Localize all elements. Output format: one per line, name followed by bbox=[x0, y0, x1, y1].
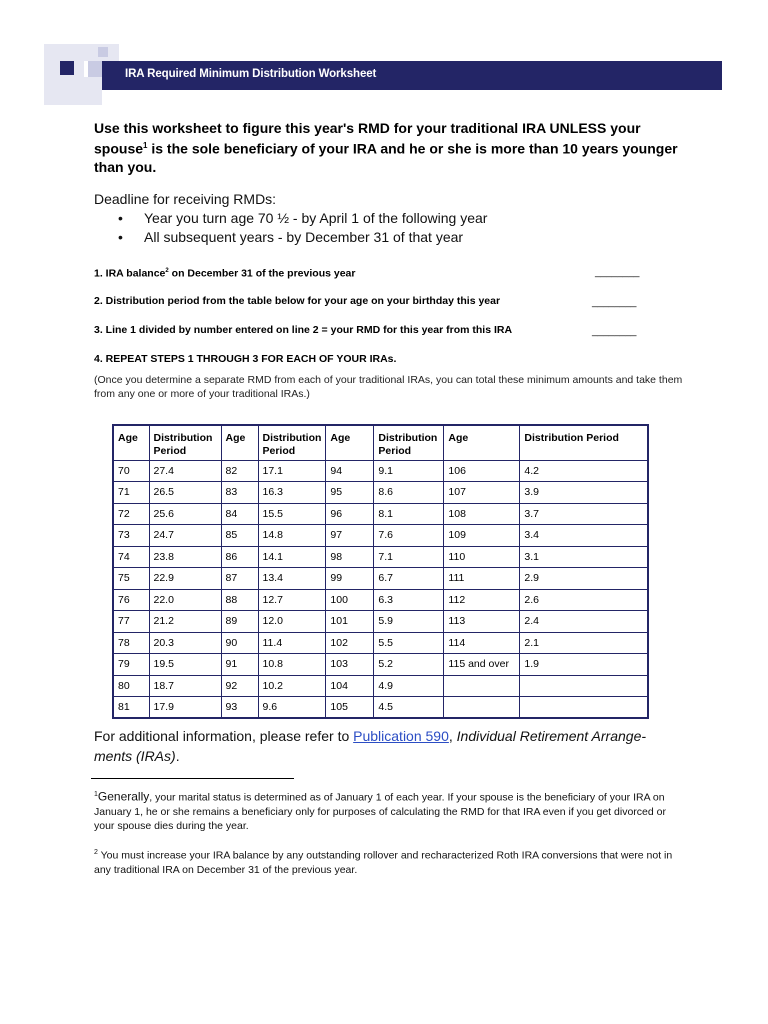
distribution-period-cell: 8.6 bbox=[374, 482, 444, 504]
distribution-period-cell: 12.7 bbox=[258, 589, 326, 611]
table-row bbox=[113, 697, 648, 719]
intro-text-2: is the sole beneficiary of your IRA and he or she is more than 10 years younger than you. bbox=[94, 140, 678, 175]
distribution-period-cell: 26.5 bbox=[149, 482, 221, 504]
column-header: Distribution Period bbox=[149, 425, 221, 460]
deadline-item: • Year you turn age 70 ½ - by April 1 of the following year bbox=[118, 210, 488, 226]
header-decor-square bbox=[60, 61, 74, 75]
distribution-period-cell: 22.9 bbox=[149, 568, 221, 590]
distribution-period-cell: 21.2 bbox=[149, 611, 221, 633]
age-cell: 71 bbox=[113, 482, 149, 504]
age-cell: 94 bbox=[326, 460, 374, 482]
age-cell: 108 bbox=[444, 503, 520, 525]
age-cell: 75 bbox=[113, 568, 149, 590]
distribution-period-cell: 9.1 bbox=[374, 460, 444, 482]
distribution-period-cell: 19.5 bbox=[149, 654, 221, 676]
header-decor-square bbox=[84, 77, 102, 105]
age-cell: 107 bbox=[444, 482, 520, 504]
age-cell: 106 bbox=[444, 460, 520, 482]
distribution-period-cell: 3.9 bbox=[520, 482, 648, 504]
distribution-period-cell: 17.9 bbox=[149, 697, 221, 719]
distribution-period-cell: 23.8 bbox=[149, 546, 221, 568]
distribution-period-cell: 2.6 bbox=[520, 589, 648, 611]
table-row bbox=[113, 568, 648, 590]
header-decor-square bbox=[98, 47, 108, 57]
age-cell: 78 bbox=[113, 632, 149, 654]
step-1-blank[interactable]: ________ bbox=[595, 267, 640, 278]
table-row bbox=[113, 589, 648, 611]
age-cell: 112 bbox=[444, 589, 520, 611]
distribution-period-cell: 27.4 bbox=[149, 460, 221, 482]
age-cell: 111 bbox=[444, 568, 520, 590]
step-3: 3. Line 1 divided by number entered on line 2 = your RMD for this year from this IRA bbox=[94, 324, 513, 336]
footnote-ref-2: 2 bbox=[165, 268, 169, 274]
age-cell: 99 bbox=[326, 568, 374, 590]
distribution-period-cell bbox=[520, 675, 648, 697]
bullet-icon: • bbox=[118, 210, 123, 226]
footnote-divider bbox=[91, 778, 294, 779]
distribution-period-cell: 10.2 bbox=[258, 675, 326, 697]
age-cell: 104 bbox=[326, 675, 374, 697]
column-header: Age bbox=[221, 425, 258, 460]
column-header: Distribution Period bbox=[374, 425, 444, 460]
distribution-period-cell: 6.3 bbox=[374, 589, 444, 611]
distribution-period-cell: 5.2 bbox=[374, 654, 444, 676]
age-cell: 87 bbox=[221, 568, 258, 590]
age-cell: 82 bbox=[221, 460, 258, 482]
distribution-period-cell: 11.4 bbox=[258, 632, 326, 654]
deadline-heading: Deadline for receiving RMDs: bbox=[94, 191, 277, 207]
distribution-period-cell: 22.0 bbox=[149, 589, 221, 611]
age-cell: 96 bbox=[326, 503, 374, 525]
step-4-note: (Once you determine a separate RMD from each of your traditional IRAs, you can total these minimum amounts and take them from any one or more of your traditional IRAs.) bbox=[94, 374, 683, 400]
distribution-period-cell: 25.6 bbox=[149, 503, 221, 525]
distribution-period-cell: 1.9 bbox=[520, 654, 648, 676]
distribution-period-cell: 17.1 bbox=[258, 460, 326, 482]
distribution-period-cell: 7.1 bbox=[374, 546, 444, 568]
age-cell: 89 bbox=[221, 611, 258, 633]
bullet-icon: • bbox=[118, 229, 123, 245]
table-row bbox=[113, 525, 648, 547]
column-header: Age bbox=[113, 425, 149, 460]
table-row bbox=[113, 654, 648, 676]
distribution-period-cell: 6.7 bbox=[374, 568, 444, 590]
age-cell: 100 bbox=[326, 589, 374, 611]
age-cell: 98 bbox=[326, 546, 374, 568]
age-cell: 95 bbox=[326, 482, 374, 504]
distribution-period-cell: 4.5 bbox=[374, 697, 444, 719]
age-cell: 114 bbox=[444, 632, 520, 654]
age-cell: 86 bbox=[221, 546, 258, 568]
age-cell: 85 bbox=[221, 525, 258, 547]
age-cell: 72 bbox=[113, 503, 149, 525]
distribution-period-cell: 5.5 bbox=[374, 632, 444, 654]
age-cell: 105 bbox=[326, 697, 374, 719]
age-cell: 77 bbox=[113, 611, 149, 633]
intro-text-1: Use this worksheet to figure this year's RMD for your traditional IRA UNLESS your spouse bbox=[94, 120, 641, 157]
distribution-period-cell: 3.1 bbox=[520, 546, 648, 568]
distribution-period-cell: 13.4 bbox=[258, 568, 326, 590]
publication-590-link[interactable]: Publication 590 bbox=[353, 728, 449, 744]
table-row bbox=[113, 460, 648, 482]
intro-paragraph bbox=[94, 119, 694, 176]
age-cell bbox=[444, 697, 520, 719]
step-2: 2. Distribution period from the table below for your age on your birthday this year bbox=[94, 295, 501, 307]
distribution-period-cell: 12.0 bbox=[258, 611, 326, 633]
footnote-ref-1: 1 bbox=[143, 141, 148, 150]
step-4: 4. REPEAT STEPS 1 THROUGH 3 FOR EACH OF YOUR IRAs. bbox=[94, 353, 397, 365]
distribution-period-cell: 9.6 bbox=[258, 697, 326, 719]
age-cell: 70 bbox=[113, 460, 149, 482]
age-cell: 97 bbox=[326, 525, 374, 547]
distribution-period-cell: 4.2 bbox=[520, 460, 648, 482]
age-cell: 90 bbox=[221, 632, 258, 654]
distribution-period-cell: 14.1 bbox=[258, 546, 326, 568]
distribution-period-cell: 24.7 bbox=[149, 525, 221, 547]
page-title: IRA Required Minimum Distribution Worksheet bbox=[125, 68, 377, 80]
distribution-period-cell: 3.4 bbox=[520, 525, 648, 547]
age-cell: 84 bbox=[221, 503, 258, 525]
distribution-period-cell: 18.7 bbox=[149, 675, 221, 697]
age-cell: 79 bbox=[113, 654, 149, 676]
distribution-period-cell: 16.3 bbox=[258, 482, 326, 504]
distribution-period-cell: 2.1 bbox=[520, 632, 648, 654]
age-cell: 109 bbox=[444, 525, 520, 547]
table-row bbox=[113, 675, 648, 697]
table-row bbox=[113, 482, 648, 504]
distribution-period-cell: 2.4 bbox=[520, 611, 648, 633]
table-header-row bbox=[113, 425, 648, 460]
age-cell: 74 bbox=[113, 546, 149, 568]
column-header: Age bbox=[444, 425, 520, 460]
table-row bbox=[113, 546, 648, 568]
step-3-blank[interactable]: ________ bbox=[592, 326, 637, 337]
age-cell: 81 bbox=[113, 697, 149, 719]
deadline-item: • All subsequent years - by December 31 of that year bbox=[118, 229, 464, 245]
table-row bbox=[113, 632, 648, 654]
distribution-period-cell bbox=[520, 697, 648, 719]
table-row bbox=[113, 611, 648, 633]
distribution-period-cell: 15.5 bbox=[258, 503, 326, 525]
step-1: 1. IRA balance$^2$ on December 31 of the previous year bbox=[94, 267, 356, 280]
age-cell: 93 bbox=[221, 697, 258, 719]
distribution-period-cell: 8.1 bbox=[374, 503, 444, 525]
footnote-2: $^2$ You must increase your IRA balance by any outstanding rollover and recharacterized Roth IRA conversions that were not in any traditional IRA on December 31 of the previous year. bbox=[94, 849, 673, 876]
distribution-period-cell: 10.8 bbox=[258, 654, 326, 676]
distribution-period-cell: 14.8 bbox=[258, 525, 326, 547]
age-cell: 80 bbox=[113, 675, 149, 697]
distribution-period-cell: 5.9 bbox=[374, 611, 444, 633]
age-cell: 91 bbox=[221, 654, 258, 676]
age-cell: 103 bbox=[326, 654, 374, 676]
age-cell: 83 bbox=[221, 482, 258, 504]
age-cell: 115 and over bbox=[444, 654, 520, 676]
step-2-blank[interactable]: ________ bbox=[592, 297, 637, 308]
footnote-1: $^1$Generally, your marital status is determined as of January 1 of each year. If your spouse is the beneficiary of your IRA on January 1, he or she remains a beneficiary only for purposes of calculating the RMD for that IRA even if you get divorced or your spouse dies during the year. bbox=[94, 789, 666, 832]
age-cell: 110 bbox=[444, 546, 520, 568]
age-cell: 76 bbox=[113, 589, 149, 611]
distribution-period-cell: 3.7 bbox=[520, 503, 648, 525]
age-cell bbox=[444, 675, 520, 697]
rmd-table bbox=[112, 424, 649, 719]
age-cell: 113 bbox=[444, 611, 520, 633]
distribution-period-cell: 4.9 bbox=[374, 675, 444, 697]
distribution-period-cell: 2.9 bbox=[520, 568, 648, 590]
distribution-period-cell: 7.6 bbox=[374, 525, 444, 547]
header-decor-square bbox=[88, 61, 102, 77]
additional-info: For additional information, please refer to Publication 590, Individual Retirement Arrange-ments (IRAs). bbox=[94, 728, 647, 764]
age-cell: 73 bbox=[113, 525, 149, 547]
column-header: Distribution Period bbox=[520, 425, 648, 460]
column-header: Age bbox=[326, 425, 374, 460]
column-header: Distribution Period bbox=[258, 425, 326, 460]
age-cell: 101 bbox=[326, 611, 374, 633]
age-cell: 102 bbox=[326, 632, 374, 654]
table-row bbox=[113, 503, 648, 525]
age-cell: 88 bbox=[221, 589, 258, 611]
age-cell: 92 bbox=[221, 675, 258, 697]
distribution-period-cell: 20.3 bbox=[149, 632, 221, 654]
